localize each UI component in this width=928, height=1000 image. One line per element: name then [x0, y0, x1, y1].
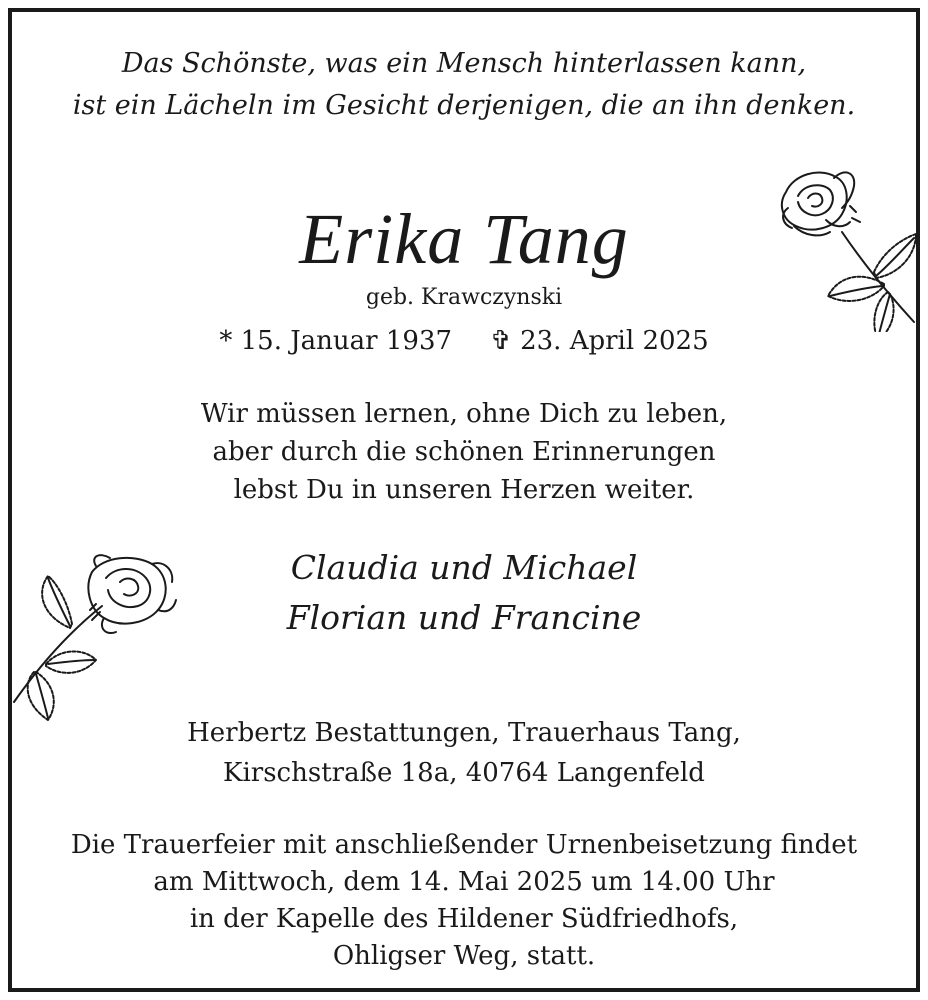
- rose-icon: [12, 552, 182, 732]
- undertaker-line-1: Herbertz Bestattungen, Trauerhaus Tang,: [187, 718, 741, 748]
- family-line-1: Claudia und Michael: [290, 548, 638, 587]
- verse-line-1: Wir müssen lernen, ohne Dich zu leben,: [200, 399, 728, 429]
- family-line-2: Florian und Francine: [286, 598, 642, 637]
- cross-icon: ✞: [490, 326, 512, 356]
- rose-icon: [764, 162, 916, 332]
- ceremony-line-2: am Mittwoch, dem 14. Mai 2025 um 14.00 Uhr: [153, 867, 775, 897]
- birth-name: geb. Krawczynski: [365, 285, 563, 310]
- verse-line-2: aber durch die schönen Erinnerungen: [212, 437, 716, 467]
- undertaker-line-2: Kirschstraße 18a, 40764 Langenfeld: [223, 758, 705, 788]
- quote-line-1: Das Schönste, was ein Mensch hinterlassen kann,: [121, 48, 807, 79]
- deceased-name: Erika Tang: [299, 199, 629, 279]
- ceremony-line-4: Ohligser Weg, statt.: [332, 941, 596, 971]
- ceremony-line-1: Die Trauerfeier mit anschließender Urnenbeisetzung findet: [70, 830, 858, 860]
- quote-line-2: ist ein Lächeln im Gesicht derjenigen, die an ihn denken.: [72, 90, 856, 121]
- birth-date: * 15. Januar 1937: [219, 326, 453, 356]
- ceremony-line-3: in der Kapelle des Hildener Südfriedhofs,: [189, 904, 739, 934]
- death-date: 23. April 2025: [520, 326, 709, 356]
- obituary-notice: [8, 8, 920, 992]
- verse-line-3: lebst Du in unseren Herzen weiter.: [233, 475, 695, 505]
